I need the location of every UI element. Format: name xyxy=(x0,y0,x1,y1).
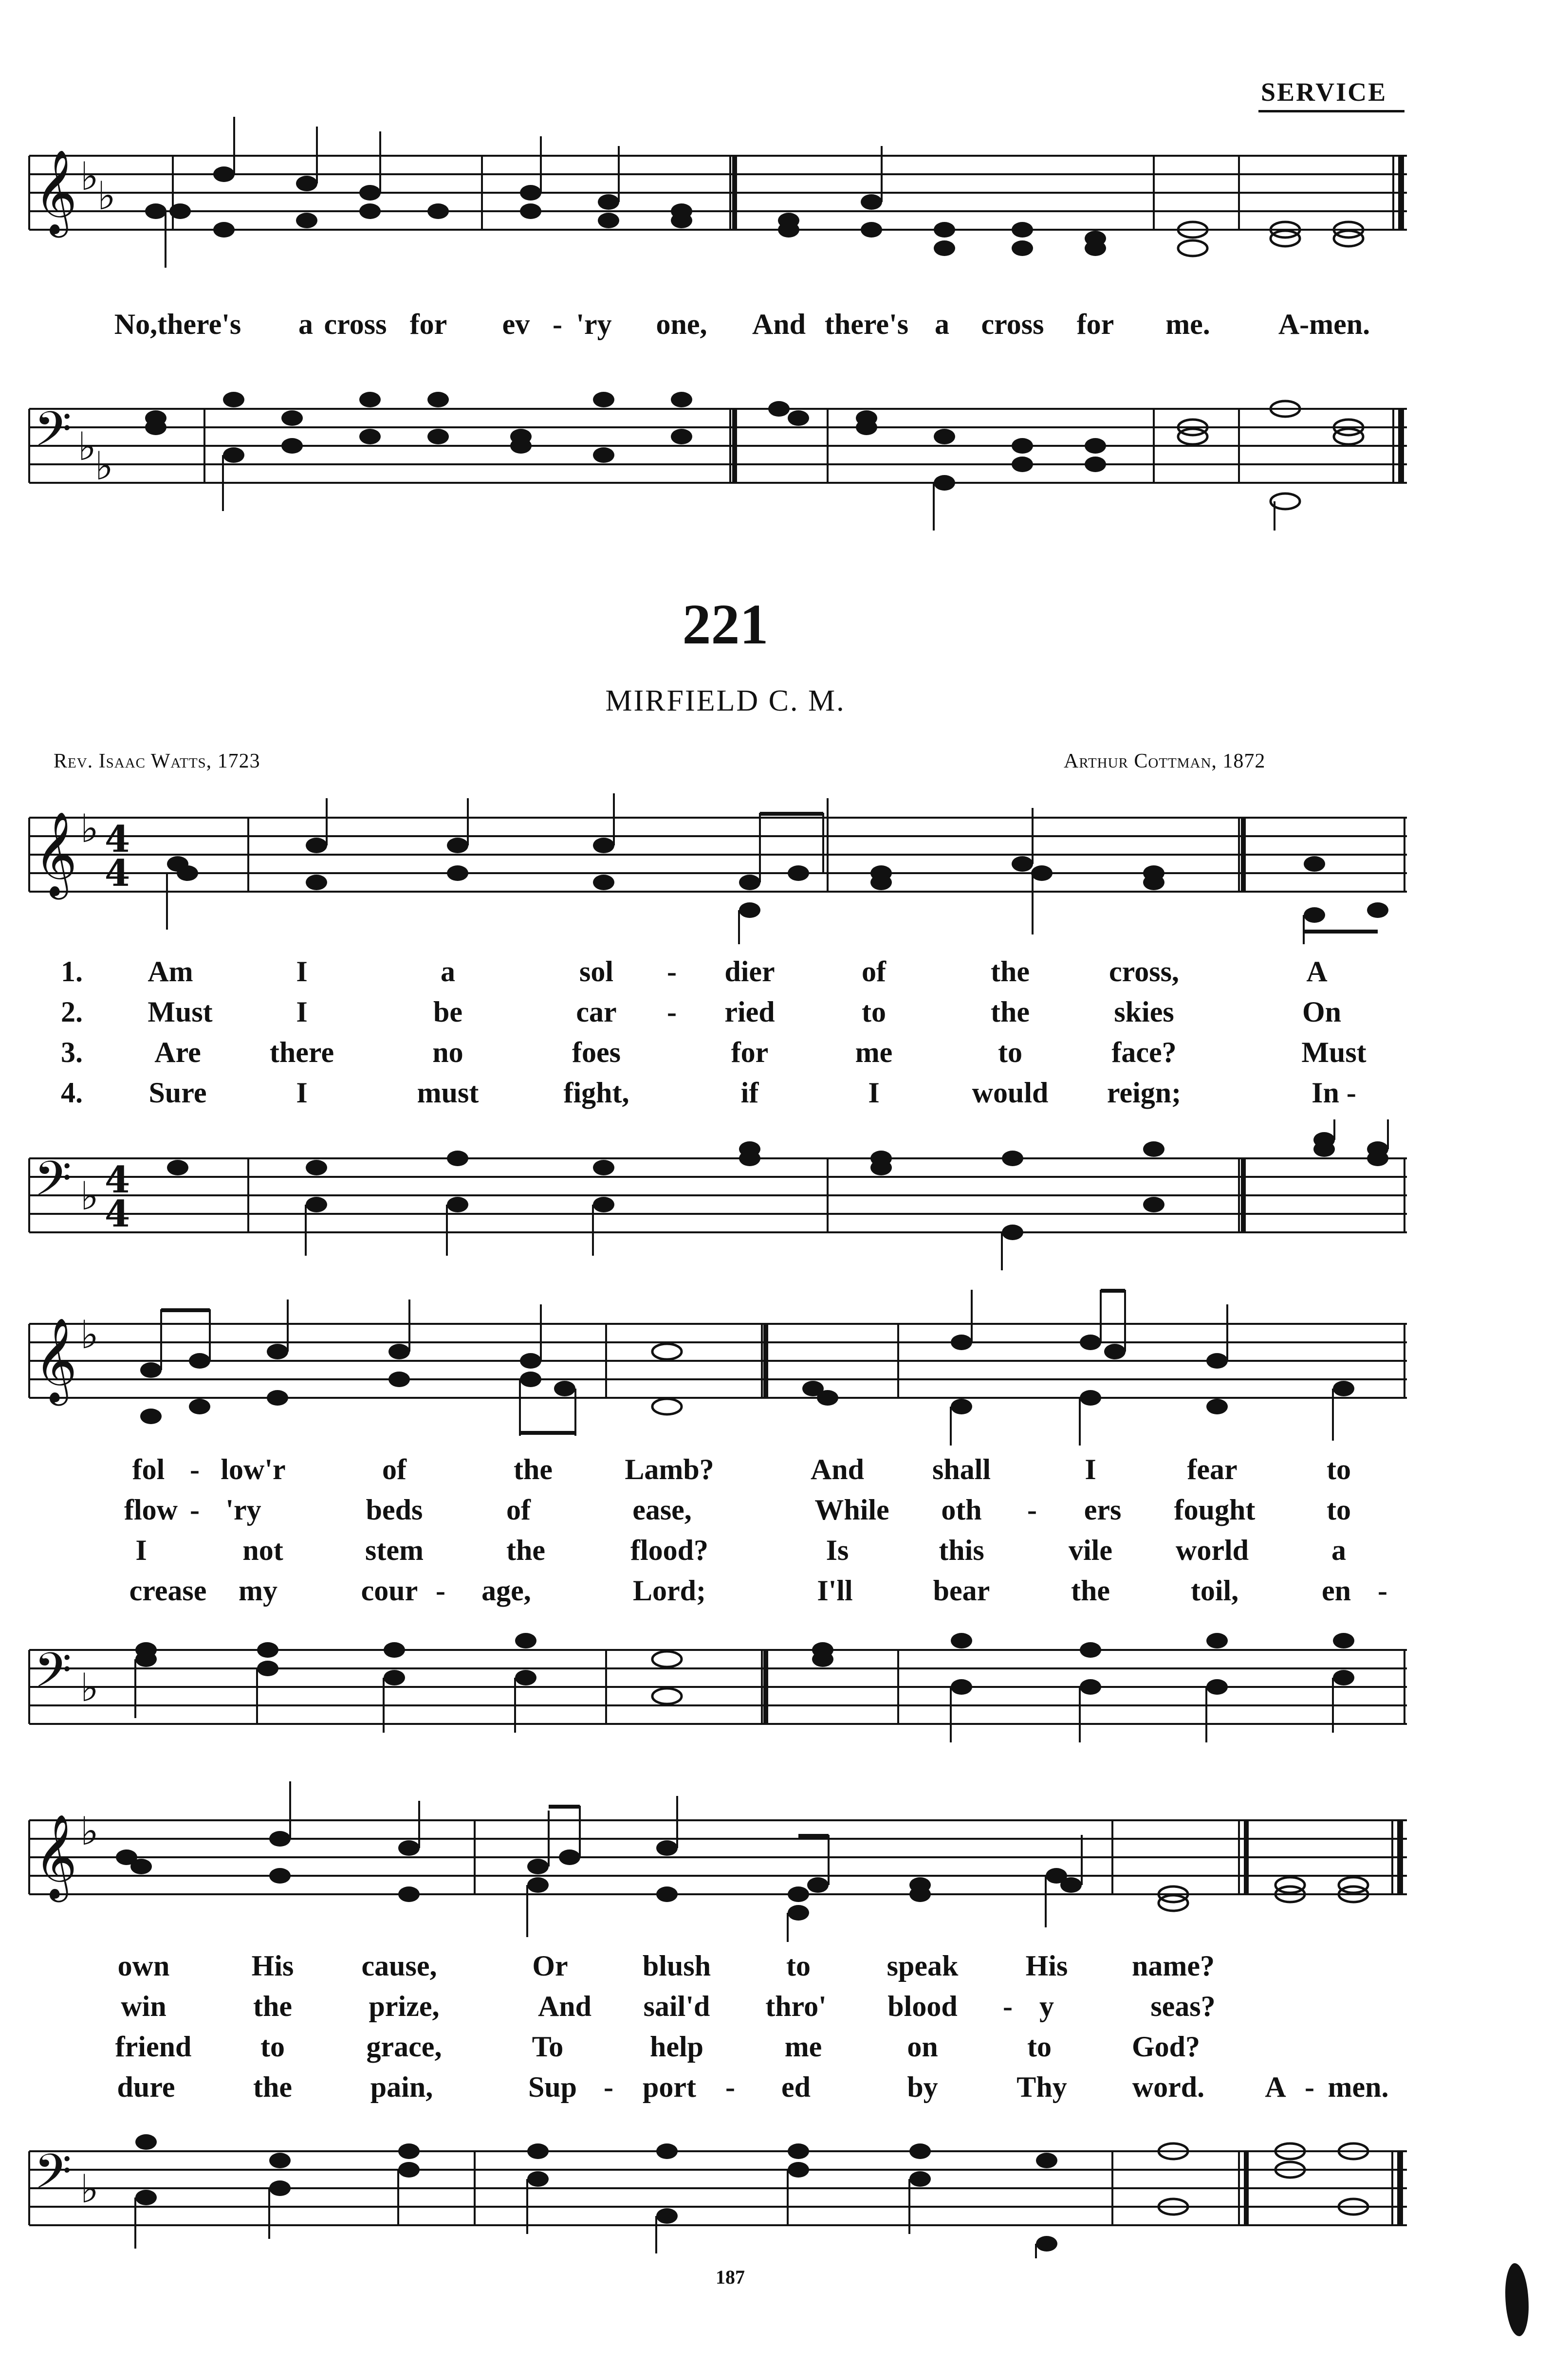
lyric-syllable: stem xyxy=(365,1534,424,1566)
lyric-syllable: to xyxy=(1027,2031,1052,2063)
svg-text:♭: ♭ xyxy=(78,424,96,469)
lyric-syllable: blood xyxy=(887,1990,958,2022)
lyric-syllable: face? xyxy=(1111,1036,1177,1068)
lyric-syllable: ers xyxy=(1084,1494,1122,1526)
lyric-syllable: Are xyxy=(154,1036,201,1068)
lyric-syllable: word. xyxy=(1132,2071,1205,2103)
lyric-syllable: I xyxy=(296,1077,308,1109)
lyric-syllable: 'ry xyxy=(576,308,612,340)
system3-verse3 xyxy=(0,2030,1552,2065)
lyric-syllable: a xyxy=(298,308,313,340)
lyric-syllable: the xyxy=(1071,1574,1110,1607)
lyric-syllable: I xyxy=(296,996,308,1028)
lyric-syllable: one, xyxy=(656,308,707,340)
svg-text:4: 4 xyxy=(105,852,130,895)
verse-number: 1. xyxy=(61,955,83,988)
lyric-syllable: toil, xyxy=(1190,1574,1239,1607)
lyric-syllable: - xyxy=(1305,2071,1314,2103)
lyric-syllable: And xyxy=(537,1990,592,2022)
lyric-syllable: - xyxy=(190,1453,200,1485)
lyric-syllable: Is xyxy=(826,1534,849,1566)
running-head-rule xyxy=(1258,110,1404,112)
system2-verse4 xyxy=(0,1574,1552,1609)
lyric-syllable: men. xyxy=(1328,2071,1389,2103)
lyric-syllable: grace, xyxy=(366,2031,442,2063)
lyric-syllable: oth xyxy=(941,1494,982,1526)
lyric-syllable: Must xyxy=(1301,1036,1367,1068)
lyric-syllable: the xyxy=(991,996,1030,1028)
lyric-syllable: on xyxy=(907,2031,938,2063)
lyric-syllable: I xyxy=(1085,1453,1096,1485)
lyric-syllable: On xyxy=(1302,996,1342,1028)
lyric-syllable: Or xyxy=(532,1950,568,1982)
tune-name: MIRFIELD C. M. xyxy=(605,684,846,717)
lyric-syllable: a xyxy=(935,308,949,340)
lyric-syllable: seas? xyxy=(1150,1990,1216,2022)
lyric-syllable: His xyxy=(1025,1950,1068,1982)
lyric-syllable: I xyxy=(135,1534,147,1566)
lyric-syllable: And xyxy=(752,308,806,340)
system1-verse4 xyxy=(0,1076,1552,1111)
lyric-syllable: reign; xyxy=(1107,1077,1182,1109)
lyric-syllable: for xyxy=(731,1036,769,1068)
lyric-syllable: win xyxy=(121,1990,166,2022)
lyric-syllable: thro' xyxy=(765,1990,827,2022)
lyric-syllable: cross xyxy=(981,308,1044,340)
lyric-syllable: of xyxy=(862,955,886,988)
lyric-syllable: to xyxy=(998,1036,1022,1068)
lyric-syllable: to xyxy=(786,1950,811,1982)
lyric-syllable: - xyxy=(667,996,677,1028)
lyric-syllable: friend xyxy=(115,2031,192,2063)
lyric-syllable: Lamb? xyxy=(625,1453,714,1485)
lyric-syllable: cour xyxy=(361,1574,418,1607)
lyric-syllable: No,there's xyxy=(114,308,241,340)
lyric-syllable: And xyxy=(810,1453,865,1485)
lyric-syllable: I xyxy=(296,955,308,988)
author-credit: Rev. Isaac Watts, 1723 xyxy=(54,750,260,772)
verse-number: 4. xyxy=(61,1077,83,1109)
lyric-syllable: fear xyxy=(1187,1453,1238,1485)
hymn-number: 221 xyxy=(682,592,769,656)
lyric-syllable: - xyxy=(1378,1574,1387,1607)
lyric-syllable: foes xyxy=(572,1036,621,1068)
svg-text:♭: ♭ xyxy=(97,173,116,219)
lyric-syllable: name? xyxy=(1132,1950,1215,1982)
lyric-syllable: God? xyxy=(1131,2031,1201,2063)
lyric-syllable: for xyxy=(1076,308,1114,340)
lyric-syllable: Am xyxy=(148,955,193,988)
system2-treble-staff xyxy=(0,1285,1552,1446)
lyric-syllable: world xyxy=(1176,1534,1249,1566)
lyric-syllable: this xyxy=(939,1534,984,1566)
lyric-syllable: of xyxy=(382,1453,406,1485)
page-number: 187 xyxy=(716,2266,745,2288)
system3-bass-staff xyxy=(0,2112,1552,2258)
system3-verse4 xyxy=(0,2070,1552,2105)
lyric-syllable: a xyxy=(441,955,455,988)
lyric-syllable: cross, xyxy=(1109,955,1179,988)
lyric-syllable: His xyxy=(251,1950,294,1982)
lyric-syllable: dier xyxy=(724,955,775,988)
lyric-syllable: A-men. xyxy=(1278,308,1370,340)
svg-text:♭: ♭ xyxy=(80,806,99,851)
lyric-syllable: me xyxy=(784,2031,822,2063)
lyric-syllable: me xyxy=(855,1036,893,1068)
lyric-syllable: While xyxy=(814,1494,889,1526)
lyric-syllable: dure xyxy=(117,2071,175,2103)
ink-blot xyxy=(1505,2263,1529,2336)
prev-lyric-line xyxy=(0,308,1552,343)
lyric-syllable: ried xyxy=(724,996,775,1028)
lyric-syllable: the xyxy=(253,1990,292,2022)
svg-text:4: 4 xyxy=(105,1158,130,1201)
svg-text:𝄢: 𝄢 xyxy=(34,402,72,469)
lyric-syllable: en xyxy=(1322,1574,1351,1607)
lyric-syllable: - xyxy=(436,1574,445,1607)
lyric-syllable: pain, xyxy=(370,2071,433,2103)
lyric-syllable: - xyxy=(190,1494,200,1526)
svg-text:♭: ♭ xyxy=(80,1173,99,1219)
lyric-syllable: if xyxy=(740,1077,759,1109)
lyric-syllable: of xyxy=(506,1494,531,1526)
lyric-syllable: y xyxy=(1039,1990,1054,2022)
system1-verse2 xyxy=(0,995,1552,1030)
system2-verse3 xyxy=(0,1534,1552,1569)
lyric-syllable: to xyxy=(260,2031,285,2063)
lyric-syllable: I xyxy=(868,1077,880,1109)
lyric-syllable: fought xyxy=(1174,1494,1256,1526)
lyric-syllable: a xyxy=(1331,1534,1346,1566)
lyric-syllable: Must xyxy=(148,996,213,1028)
lyric-syllable: by xyxy=(907,2071,938,2103)
system2-verse1 xyxy=(0,1453,1552,1488)
lyric-syllable: Sup xyxy=(528,2071,577,2103)
system1-bass-staff xyxy=(0,1119,1552,1280)
lyric-syllable: vile xyxy=(1069,1534,1112,1566)
verse-number: 2. xyxy=(61,996,83,1028)
lyric-syllable: ev xyxy=(502,308,530,340)
svg-text:𝄞: 𝄞 xyxy=(34,1318,77,1402)
svg-text:♭: ♭ xyxy=(80,1312,99,1357)
lyric-syllable: flow xyxy=(124,1494,178,1526)
lyric-syllable: must xyxy=(417,1077,479,1109)
running-head: SERVICE xyxy=(1261,77,1387,107)
lyric-syllable: A xyxy=(1265,2071,1286,2103)
system1-treble-staff xyxy=(0,788,1552,949)
system1-verse3 xyxy=(0,1036,1552,1071)
prev-bass-staff xyxy=(0,370,1552,545)
lyric-syllable: own xyxy=(117,1950,170,1982)
lyric-syllable: - xyxy=(553,308,562,340)
lyric-syllable: to xyxy=(1327,1494,1351,1526)
lyric-syllable: fight, xyxy=(563,1077,629,1109)
lyric-syllable: flood? xyxy=(630,1534,709,1566)
system2-verse2 xyxy=(0,1493,1552,1528)
lyric-syllable: the xyxy=(506,1534,545,1566)
svg-text:♭: ♭ xyxy=(95,443,113,489)
lyric-syllable: I'll xyxy=(817,1574,853,1607)
lyric-syllable: skies xyxy=(1114,996,1174,1028)
lyric-syllable: the xyxy=(514,1453,553,1485)
lyric-syllable: cause, xyxy=(361,1950,437,1982)
svg-text:♭: ♭ xyxy=(80,1665,99,1710)
svg-text:♭: ♭ xyxy=(80,2166,99,2212)
lyric-syllable: - xyxy=(667,955,677,988)
svg-text:𝄢: 𝄢 xyxy=(34,1643,72,1710)
lyric-syllable: bear xyxy=(933,1574,990,1607)
lyric-syllable: port xyxy=(643,2071,696,2103)
lyric-syllable: shall xyxy=(932,1453,991,1485)
lyric-syllable: ed xyxy=(781,2071,811,2103)
svg-text:𝄢: 𝄢 xyxy=(34,2144,72,2212)
lyric-syllable: there's xyxy=(824,308,909,340)
lyric-syllable: fol xyxy=(132,1453,165,1485)
lyric-syllable: ease, xyxy=(632,1494,692,1526)
lyric-syllable: blush xyxy=(642,1950,711,1982)
lyric-syllable: In - xyxy=(1312,1077,1356,1109)
lyric-syllable: Lord; xyxy=(633,1574,706,1607)
system3-treble-staff xyxy=(0,1781,1552,1942)
system3-verse1 xyxy=(0,1949,1552,1984)
lyric-syllable: To xyxy=(532,2031,564,2063)
lyric-syllable: to xyxy=(862,996,886,1028)
svg-text:𝄞: 𝄞 xyxy=(34,811,77,896)
svg-text:♭: ♭ xyxy=(80,1809,99,1854)
lyric-syllable: help xyxy=(649,2031,704,2063)
lyric-syllable: my xyxy=(239,1574,277,1607)
lyric-syllable: A xyxy=(1306,955,1328,988)
svg-text:𝄞: 𝄞 xyxy=(34,149,77,234)
lyric-syllable: - xyxy=(1027,1494,1037,1526)
lyric-syllable: would xyxy=(972,1077,1049,1109)
lyric-syllable: cross xyxy=(324,308,387,340)
prev-treble-staff xyxy=(0,117,1552,273)
lyric-syllable: prize, xyxy=(369,1990,440,2022)
lyric-syllable: 'ry xyxy=(225,1494,261,1526)
lyric-syllable: beds xyxy=(366,1494,423,1526)
lyric-syllable: no xyxy=(432,1036,463,1068)
lyric-syllable: to xyxy=(1327,1453,1351,1485)
lyric-syllable: me. xyxy=(1165,308,1210,340)
system1-verse1 xyxy=(0,955,1552,990)
lyric-syllable: the xyxy=(253,2071,292,2103)
lyric-syllable: - xyxy=(725,2071,735,2103)
lyric-syllable: not xyxy=(242,1534,283,1566)
lyric-syllable: - xyxy=(1003,1990,1013,2022)
verse-number: 3. xyxy=(61,1036,83,1068)
lyric-syllable: Sure xyxy=(148,1077,207,1109)
lyric-syllable: speak xyxy=(887,1950,959,1982)
lyric-syllable: low'r xyxy=(221,1453,286,1485)
svg-text:4: 4 xyxy=(105,1192,130,1235)
composer-credit: Arthur Cottman, 1872 xyxy=(1064,750,1266,772)
lyric-syllable: there xyxy=(269,1036,334,1068)
lyric-syllable: be xyxy=(433,996,462,1028)
lyric-syllable: crease xyxy=(129,1574,207,1607)
lyric-syllable: sail'd xyxy=(643,1990,710,2022)
svg-text:𝄢: 𝄢 xyxy=(34,1151,72,1219)
svg-text:𝄞: 𝄞 xyxy=(34,1814,77,1899)
lyric-syllable: Thy xyxy=(1016,2071,1067,2103)
lyric-syllable: car xyxy=(576,996,617,1028)
svg-text:♭: ♭ xyxy=(80,154,99,199)
lyric-syllable: the xyxy=(991,955,1030,988)
system2-bass-staff xyxy=(0,1611,1552,1772)
lyric-syllable: sol xyxy=(579,955,614,988)
lyric-syllable: - xyxy=(604,2071,613,2103)
lyric-syllable: for xyxy=(409,308,447,340)
lyric-syllable: age, xyxy=(481,1574,531,1607)
system3-verse2 xyxy=(0,1990,1552,2025)
svg-text:4: 4 xyxy=(105,818,130,860)
